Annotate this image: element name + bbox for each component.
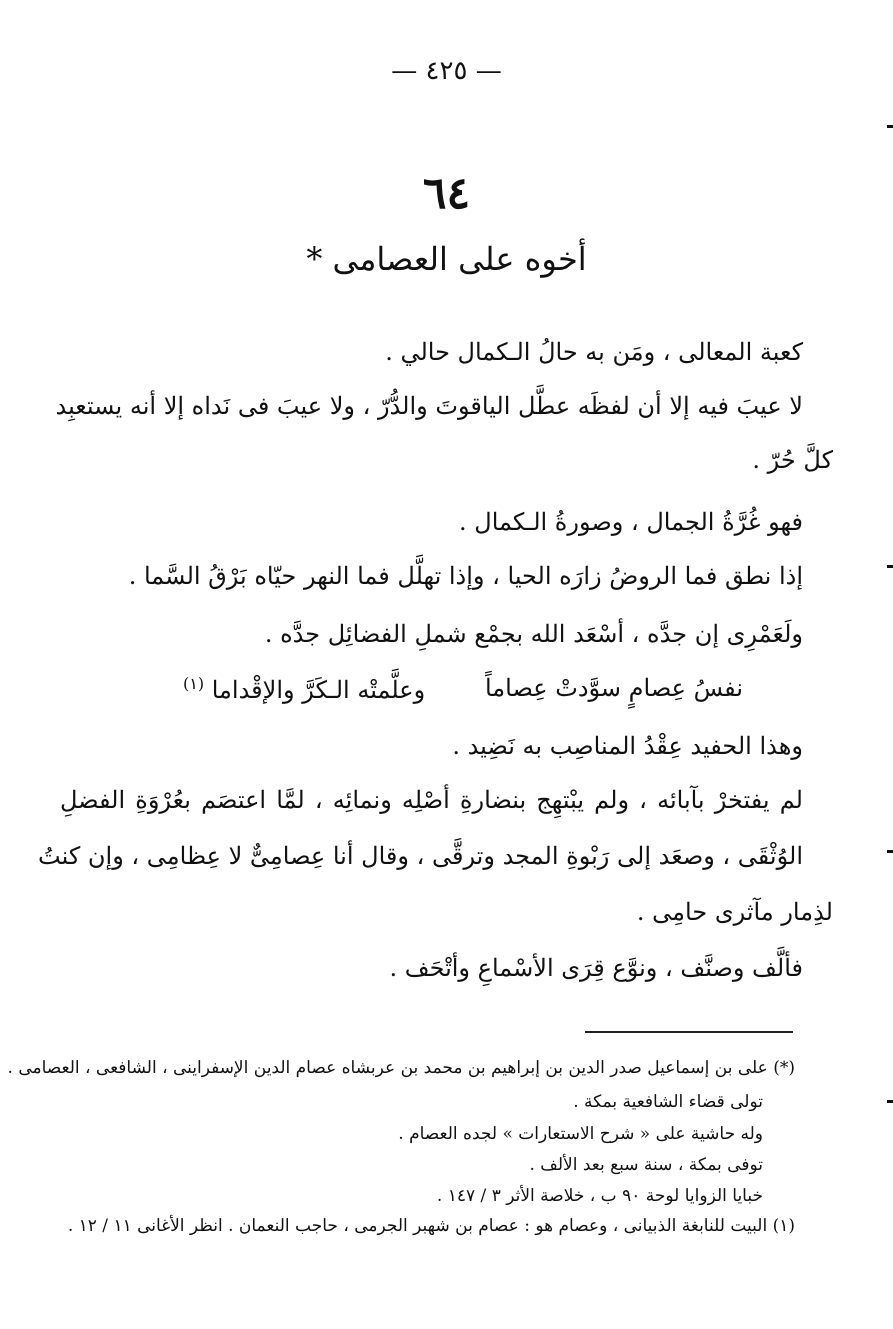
entry-number: ٦٤ [422, 168, 471, 219]
edge-mark [887, 125, 893, 128]
footnote-separator [585, 1031, 793, 1033]
verse-second-hemistich [183, 674, 425, 704]
verse-second-text: وعلَّمتْه الـكَرَّ والإقْداما [211, 676, 426, 704]
body-line-11: فألَّف وصنَّف ، ونوَّع قِرَى الأسْماعِ وأتْحَف . [389, 954, 803, 982]
footnote-line-6: (١) البيت للنابغة الذبيانى ، وعصام هو : عصام بن شهبر الجرمى ، حاجب النعمان . انظر الأغانى ١١ / ١٢ . [67, 1216, 795, 1236]
entry-title: أخوه على العصامى * [306, 240, 587, 278]
footnote-line-4: توفى بمكة ، سنة سبع بعد الألف . [529, 1155, 763, 1175]
body-line-5: إذا نطق فما الروضُ زارَه الحيا ، وإذا تهلَّل فما النهر حيّاه بَرْقُ السَّما . [128, 562, 803, 590]
page-number: — ٤٢٥ — [391, 56, 502, 86]
body-line-4: فهو غُرَّةُ الجمال ، وصورةُ الـكمال . [459, 508, 803, 536]
verse-first-hemistich: نفسُ عِصامٍ سوَّدتْ عِصاماً [484, 674, 743, 702]
edge-mark [887, 1100, 893, 1103]
edge-mark [887, 850, 893, 853]
poetry-verse [183, 674, 743, 704]
body-line-8: لم يفتخرْ بآبائه ، ولم يبْتهِج بنضارةِ أصْلِه ونمائِه ، لمَّا اعتصَم بعُرْوَةِ الفضلِ [60, 786, 803, 814]
body-line-10: لذِمار مآثرى حامِى . [636, 898, 833, 926]
footnote-line-5: خبايا الزوايا لوحة ٩٠ ب ، خلاصة الأثر ٣ / ١٤٧ . [436, 1186, 763, 1206]
body-line-2: لا عيبَ فيه إلا أن لفظَه عطَّل الياقوتَ والدُّرّ ، ولا عيبَ فى نَداه إلا أنه يستعبِد [55, 392, 803, 420]
footnote-ref-1: (١) [183, 674, 205, 693]
footnote-line-1: (*) على بن إسماعيل صدر الدين بن إبراهيم بن محمد بن عربشاه عصام الدين الإسفراينى ، الشافعى ، العصامى . [7, 1058, 795, 1078]
body-line-1: كعبة المعالى ، ومَن به حالُ الـكمال حالي . [385, 338, 803, 366]
body-line-9: الوُثْقَى ، وصعَد إلى رَبْوةِ المجد وترقَّى ، وقال أنا عِصامِىٌّ لا عِظامِى ، وإن كنتُ [38, 842, 803, 870]
body-line-3: كلَّ حُرّ . [752, 446, 833, 474]
footnote-line-2: تولى قضاء الشافعية بمكة . [573, 1092, 763, 1112]
edge-mark [887, 565, 893, 568]
footnote-line-3: وله حاشية على « شرح الاستعارات » لجده العصام . [398, 1124, 763, 1144]
body-line-7: وهذا الحفيد عِقْدُ المناصِب به نَضِيد . [452, 732, 803, 760]
body-line-6: ولَعَمْرِى إن جدَّه ، أسْعَد الله بجمْع شملِ الفضائِل جدَّه . [264, 620, 803, 648]
